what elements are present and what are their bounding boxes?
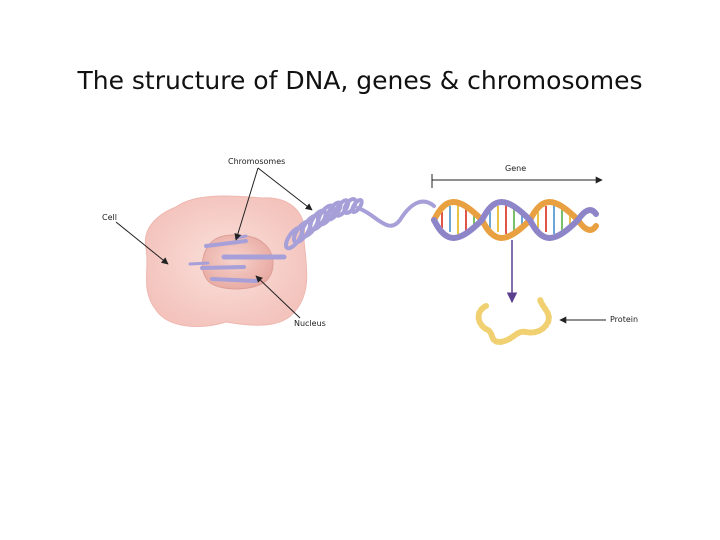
label-cell: Cell (102, 213, 117, 222)
label-nucleus: Nucleus (294, 319, 326, 328)
gene-arrow (432, 174, 602, 188)
dna-helix (434, 202, 596, 238)
dna-strand-link (358, 202, 434, 226)
label-protein: Protein (610, 315, 639, 324)
label-chromosomes: Chromosomes (228, 157, 286, 166)
protein-chain (479, 298, 549, 342)
label-gene: Gene (505, 164, 527, 173)
base-pairs (442, 204, 570, 234)
slide-title: The structure of DNA, genes & chromosomes (77, 66, 643, 95)
